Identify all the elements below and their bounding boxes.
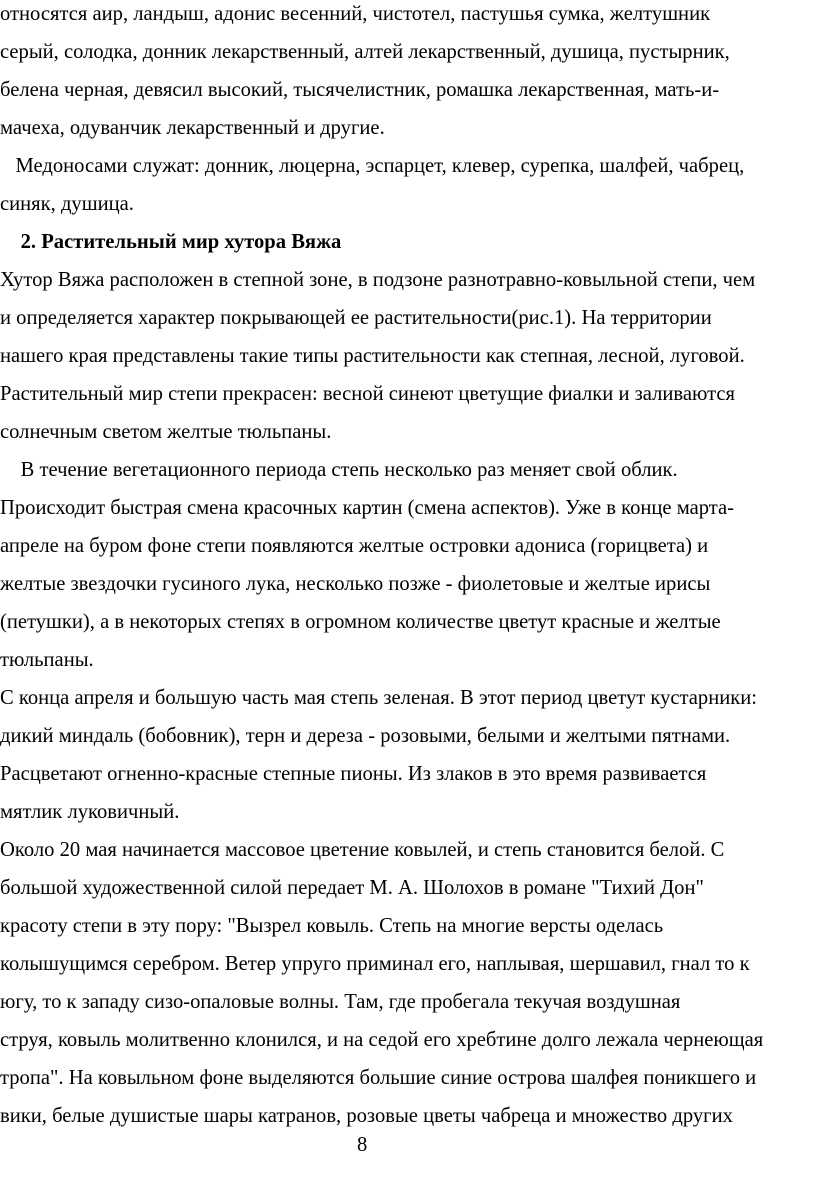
text-line: белена черная, девясил высокий, тысячелистник, ромашка лекарственная, мать-и-: [0, 79, 720, 101]
page-number: 8: [357, 1134, 368, 1156]
text-line: Медоносами служат: донник, люцерна, эспарцет, клевер, сурепка, шалфей, чабрец,: [0, 155, 745, 177]
text-line: апреле на буром фоне степи появляются желтые островки адониса (горицвета) и: [0, 535, 709, 557]
text-line: струя, ковыль молитвенно клонился, и на седой его хребтине долго лежала чернеющая: [0, 1029, 764, 1051]
text-line: красоту степи в эту пору: "Вызрел ковыль. Степь на многие версты оделась: [0, 915, 664, 937]
text-line: С конца апреля и большую часть мая степь зеленая. В этот период цветут кустарники:: [0, 687, 758, 709]
text-line: югу, то к западу сизо-опаловые волны. Там, где пробегала текучая воздушная: [0, 991, 681, 1013]
text-line: серый, солодка, донник лекарственный, алтей лекарственный, душица, пустырник,: [0, 41, 730, 63]
text-line: Растительный мир степи прекрасен: весной синеют цветущие фиалки и заливаются: [0, 383, 735, 405]
text-line: и определяется характер покрывающей ее растительности(рис.1). На территории: [0, 307, 712, 329]
text-line: Хутор Вяжа расположен в степной зоне, в подзоне разнотравно-ковыльной степи, чем: [0, 269, 756, 291]
text-line: мачеха, одуванчик лекарственный и другие.: [0, 117, 385, 139]
text-line: тропа". На ковыльном фоне выделяются большие синие острова шалфея поникшего и: [0, 1067, 757, 1089]
text-line: нашего края представлены такие типы растительности как степная, лесной, луговой.: [0, 345, 745, 367]
section-heading: 2. Растительный мир хутора Вяжа: [0, 231, 342, 253]
text-line: Происходит быстрая смена красочных картин (смена аспектов). Уже в конце марта-: [0, 497, 735, 519]
text-line: солнечным светом желтые тюльпаны.: [0, 421, 332, 443]
text-line: синяк, душица.: [0, 193, 134, 215]
text-line: тюльпаны.: [0, 649, 94, 671]
text-line: (петушки), а в некоторых степях в огромном количестве цветут красные и желтые: [0, 611, 721, 633]
text-line: Около 20 мая начинается массовое цветение ковылей, и степь становится белой. С: [0, 839, 725, 861]
text-line: большой художественной силой передает М. А. Шолохов в романе "Тихий Дон": [0, 877, 704, 899]
text-line: дикий миндаль (бобовник), терн и дереза - розовыми, белыми и желтыми пятнами.: [0, 725, 731, 747]
text-line: колышущимся серебром. Ветер упруго приминал его, наплывая, шершавил, гнал то к: [0, 953, 750, 975]
text-line: Расцветают огненно-красные степные пионы. Из злаков в это время развивается: [0, 763, 707, 785]
text-line: относятся аир, ландыш, адонис весенний, чистотел, пастушья сумка, желтушник: [0, 3, 711, 25]
text-line: желтые звездочки гусиного лука, несколько позже - фиолетовые и желтые ирисы: [0, 573, 711, 595]
text-line: вики, белые душистые шары катранов, розовые цветы чабреца и множество других: [0, 1105, 733, 1127]
text-line: В течение вегетационного периода степь несколько раз меняет свой облик.: [0, 459, 678, 481]
text-line: мятлик луковичный.: [0, 801, 180, 823]
